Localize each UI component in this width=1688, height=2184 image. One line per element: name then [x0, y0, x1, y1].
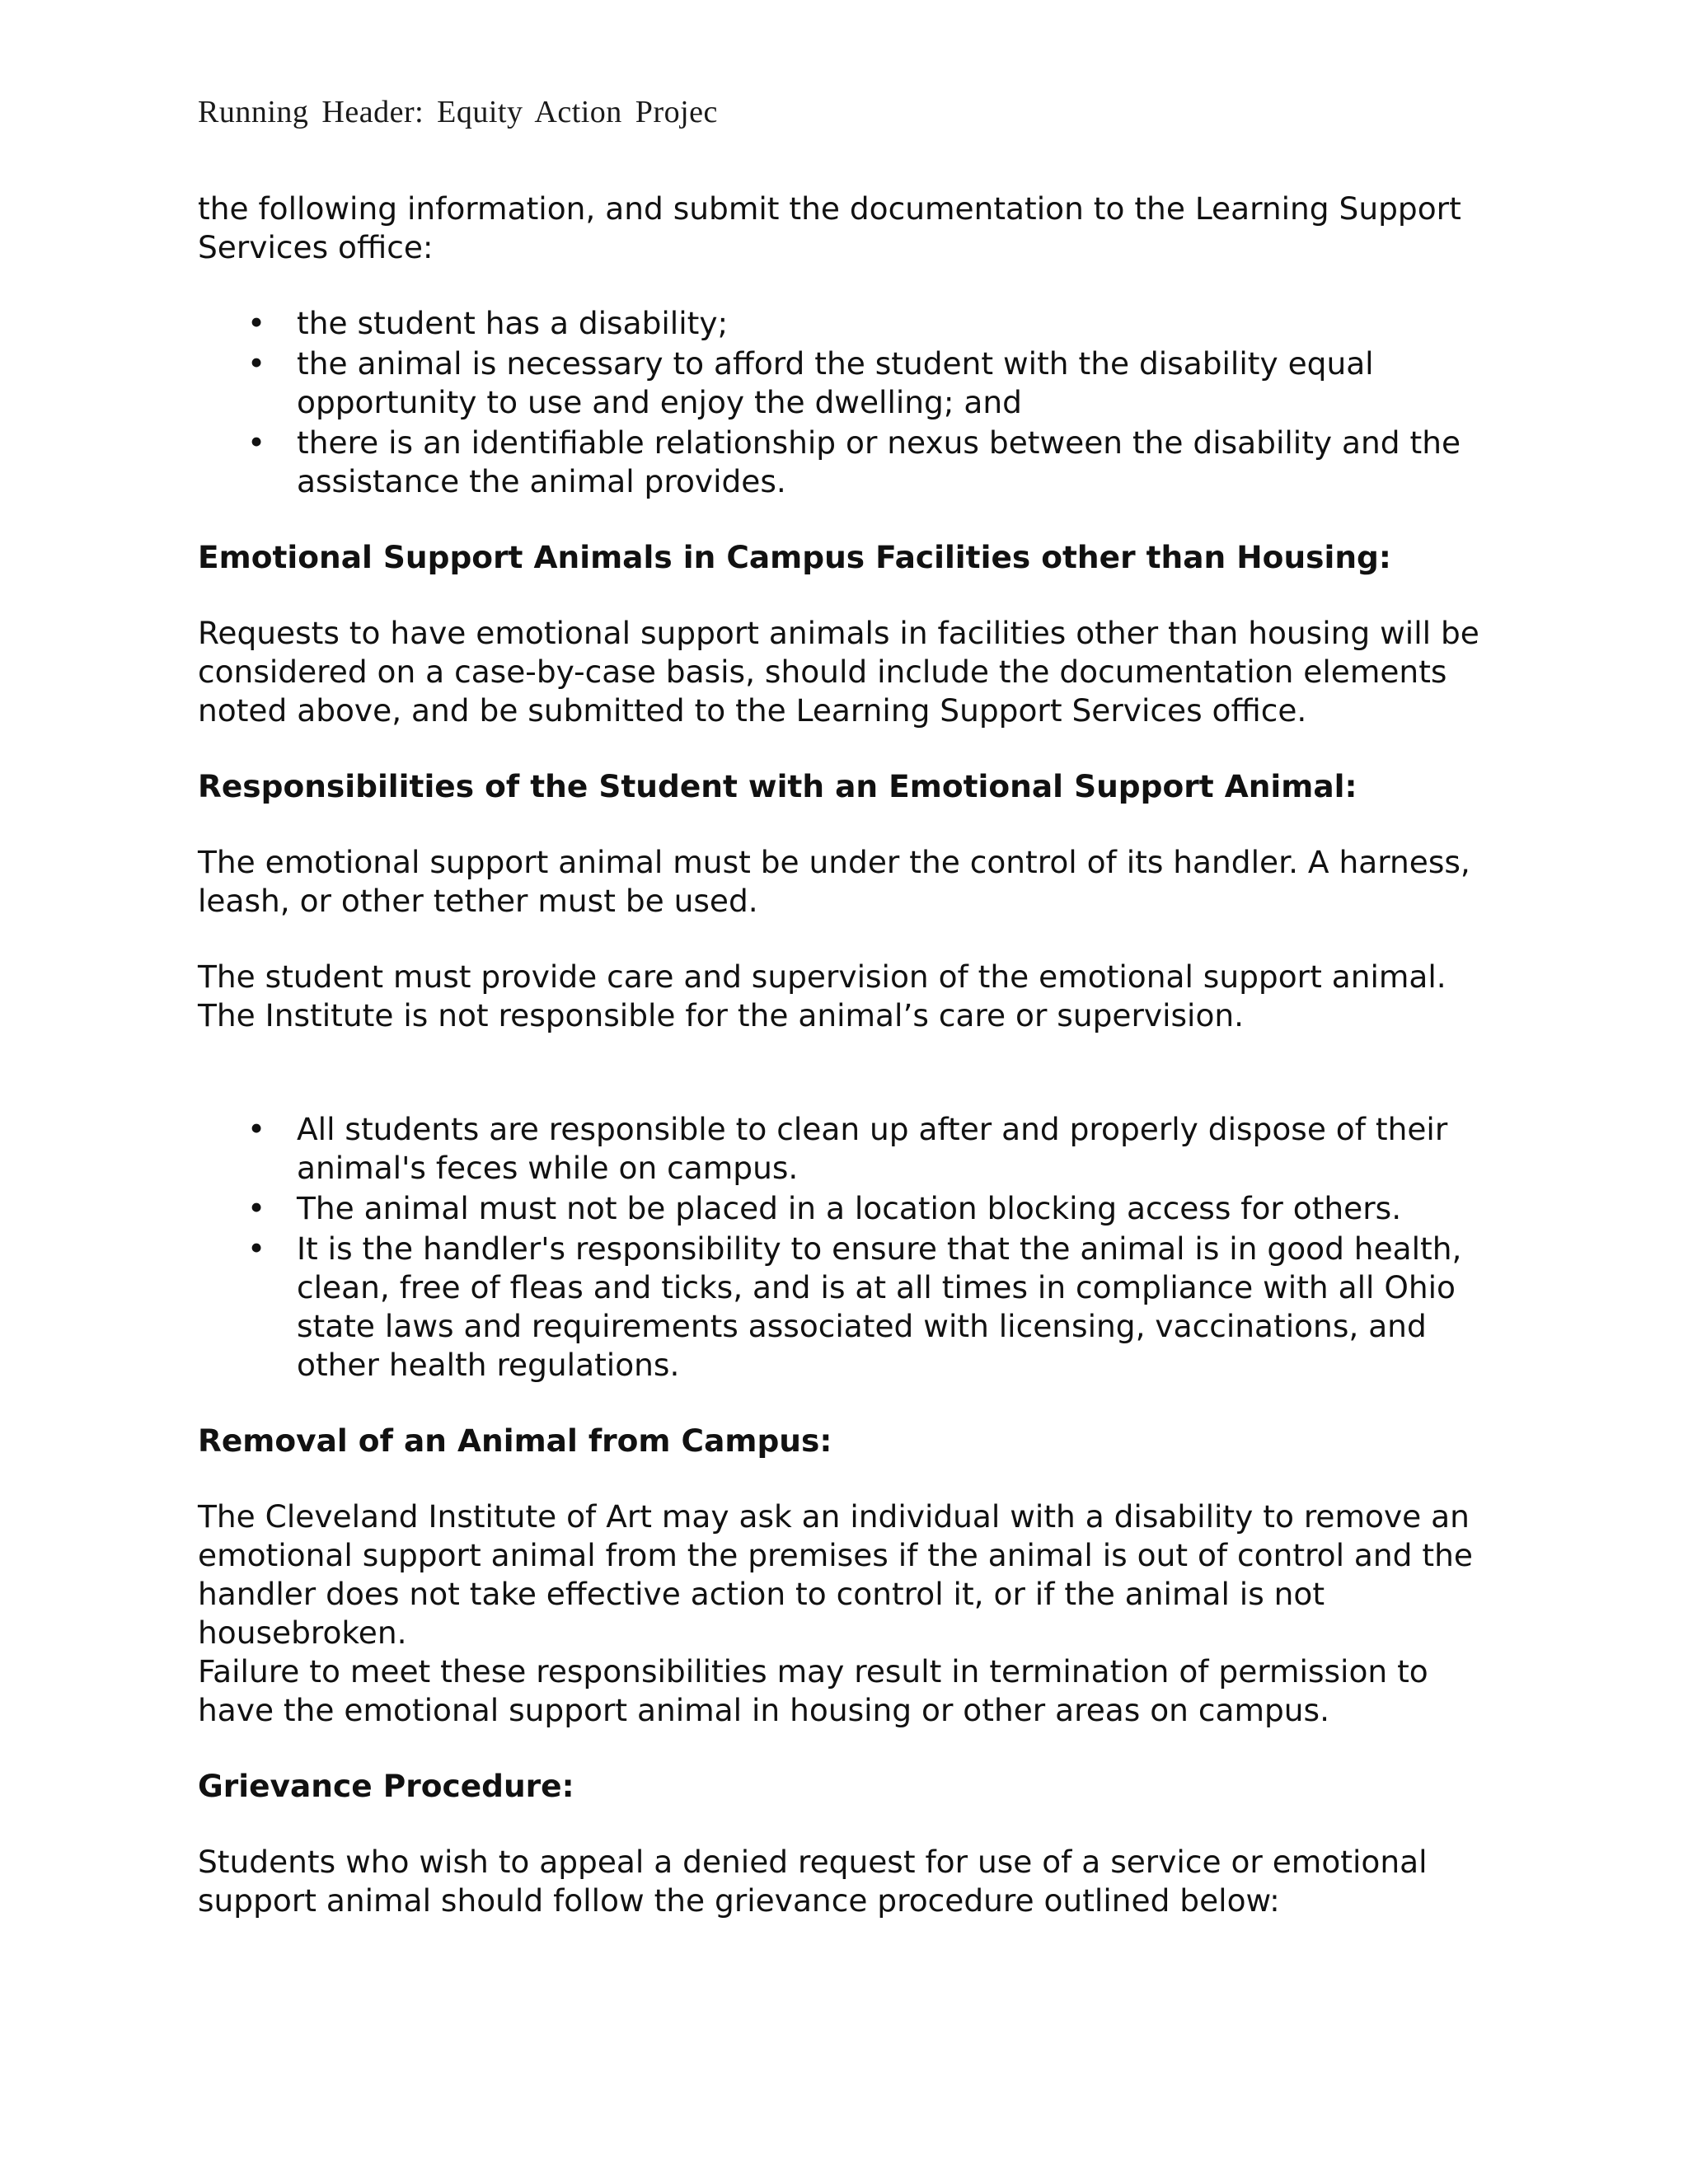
- list-item: [198, 344, 1492, 422]
- facilities-heading: Emotional Support Animals in Campus Facilities other than Housing:: [198, 539, 1391, 575]
- bullet-icon: •: [247, 1111, 266, 1147]
- documentation-list: [198, 304, 1492, 501]
- list-item: [198, 424, 1492, 501]
- list-item-text: It is the handler's responsibility to ensure that the animal is in good health, clean, free of fleas and ticks, and is at all times in compliance with all Ohio state laws and requirements associated with licensing, vaccinations, and other health regulations.: [297, 1230, 1462, 1383]
- removal-paragraph-premises: The Cleveland Institute of Art may ask an individual with a disability to remove an emotional support animal from the premises if the animal is out of control and the handler does not take effective action to control it, or if the animal is not housebroken.: [198, 1498, 1473, 1651]
- document-body: [198, 190, 1492, 1957]
- intro-paragraph: the following information, and submit the documentation to the Learning Support Services office:: [198, 190, 1461, 265]
- grievance-heading: Grievance Procedure:: [198, 1768, 574, 1804]
- responsibilities-paragraph-care: The student must provide care and supervision of the emotional support animal. The Institute is not responsible for the animal’s care or supervision.: [198, 958, 1447, 1033]
- paragraph-spacer: [198, 1072, 1492, 1110]
- list-item-text: the student has a disability;: [297, 305, 729, 341]
- list-item-text: there is an identifiable relationship or nexus between the disability and the assistance the animal provides.: [297, 424, 1461, 499]
- list-item: [198, 1230, 1492, 1385]
- list-item-text: The animal must not be placed in a location blocking access for others.: [297, 1190, 1402, 1226]
- list-item: [198, 304, 1492, 343]
- bullet-icon: •: [247, 1190, 266, 1226]
- list-item-text: All students are responsible to clean up after and properly dispose of their animal's feces while on campus.: [297, 1111, 1448, 1186]
- bullet-icon: •: [247, 1230, 266, 1267]
- bullet-icon: •: [247, 305, 266, 341]
- removal-heading: Removal of an Animal from Campus:: [198, 1422, 832, 1459]
- bullet-icon: •: [247, 345, 266, 382]
- responsibilities-paragraph-control: The emotional support animal must be under the control of its handler. A harness, leash, or other tether must be used.: [198, 844, 1470, 919]
- responsibilities-heading: Responsibilities of the Student with an Emotional Support Animal:: [198, 768, 1357, 804]
- grievance-paragraph: Students who wish to appeal a denied request for use of a service or emotional support animal should follow the grievance procedure outlined below:: [198, 1844, 1428, 1919]
- list-item: [198, 1189, 1492, 1228]
- running-header: Running Header: Equity Action Projec: [198, 95, 718, 129]
- list-item: [198, 1110, 1492, 1188]
- facilities-paragraph: Requests to have emotional support animals in facilities other than housing will be considered on a case-by-case basis, should include the documentation elements noted above, and be submitted to the Learning Support Services office.: [198, 615, 1479, 729]
- list-item-text: the animal is necessary to afford the student with the disability equal opportunity to use and enjoy the dwelling; and: [297, 345, 1374, 420]
- removal-paragraph-failure: Failure to meet these responsibilities may result in termination of permission to have the emotional support animal in housing or other areas on campus.: [198, 1653, 1428, 1728]
- responsibilities-list: [198, 1110, 1492, 1385]
- bullet-icon: •: [247, 424, 266, 461]
